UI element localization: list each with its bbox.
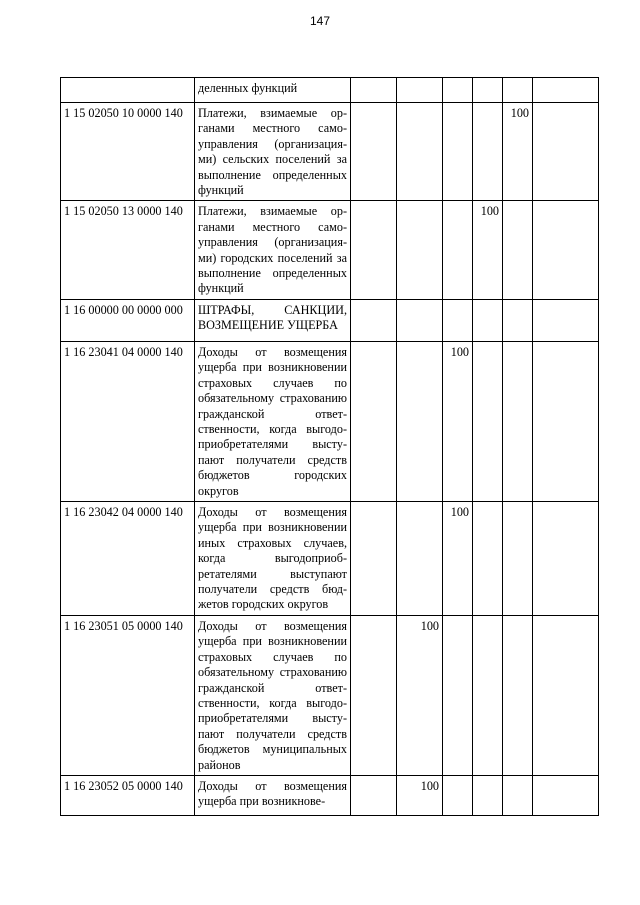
value-cell-5 xyxy=(503,299,533,341)
value-cell-4: 100 xyxy=(473,201,503,299)
revenue-name-cell: деленных функций xyxy=(195,78,351,103)
classification-code-cell: 1 16 00000 00 0000 000 xyxy=(61,299,195,341)
value-cell-4 xyxy=(473,78,503,103)
value-cell-2 xyxy=(397,341,443,501)
table-row xyxy=(61,201,599,299)
value-cell-6 xyxy=(533,501,599,615)
value-cell-3 xyxy=(443,103,473,201)
classification-code-cell: 1 15 02050 10 0000 140 xyxy=(61,103,195,201)
value-cell-3 xyxy=(443,615,473,775)
value-cell-5 xyxy=(503,501,533,615)
value-cell-2: 100 xyxy=(397,615,443,775)
value-cell-5: 100 xyxy=(503,103,533,201)
revenue-name-cell: Доходы от возмещения ущерба при возникновении страховых случаев по обязательному страхованию гражданской ответственности, когда выгодоприобретателями выступают получатели средств бюджетов муниципальных районов xyxy=(195,615,351,775)
revenue-name-cell: Доходы от возмещения ущерба при возникновении иных страховых случаев, когда выгодоприобретателями выступают получатели средств бюджетов городских округов xyxy=(195,501,351,615)
table-row xyxy=(61,299,599,341)
table-row xyxy=(61,501,599,615)
value-cell-2: 100 xyxy=(397,776,443,816)
value-cell-5 xyxy=(503,341,533,501)
value-cell-1 xyxy=(351,103,397,201)
classification-code-cell xyxy=(61,78,195,103)
table-row xyxy=(61,615,599,775)
value-cell-6 xyxy=(533,299,599,341)
value-cell-1 xyxy=(351,615,397,775)
value-cell-3: 100 xyxy=(443,341,473,501)
revenue-name-cell: Доходы от возмещения ущерба при возникнове- xyxy=(195,776,351,816)
value-cell-6 xyxy=(533,201,599,299)
value-cell-5 xyxy=(503,78,533,103)
value-cell-2 xyxy=(397,201,443,299)
value-cell-3: 100 xyxy=(443,501,473,615)
value-cell-5 xyxy=(503,776,533,816)
value-cell-1 xyxy=(351,341,397,501)
value-cell-2 xyxy=(397,103,443,201)
value-cell-1 xyxy=(351,78,397,103)
classification-code-cell: 1 16 23041 04 0000 140 xyxy=(61,341,195,501)
value-cell-6 xyxy=(533,776,599,816)
revenue-name-cell: Платежи, взимаемые органами местного самоуправления (организациями) сельских поселений за выполнение определенных функций xyxy=(195,103,351,201)
classification-code-cell: 1 16 23042 04 0000 140 xyxy=(61,501,195,615)
value-cell-3 xyxy=(443,201,473,299)
value-cell-4 xyxy=(473,615,503,775)
value-cell-3 xyxy=(443,776,473,816)
table-row xyxy=(61,78,599,103)
value-cell-1 xyxy=(351,501,397,615)
value-cell-5 xyxy=(503,201,533,299)
revenue-name-cell: Доходы от возмещения ущерба при возникновении страховых случаев по обязательному страхованию гражданской ответственности, когда выгодоприобретателями выступают получатели средств бюджетов городских округов xyxy=(195,341,351,501)
value-cell-2 xyxy=(397,501,443,615)
value-cell-4 xyxy=(473,103,503,201)
revenue-name-cell: ШТРАФЫ, САНКЦИИ, ВОЗМЕЩЕНИЕ УЩЕРБА xyxy=(195,299,351,341)
classification-code-cell: 1 15 02050 13 0000 140 xyxy=(61,201,195,299)
value-cell-5 xyxy=(503,615,533,775)
value-cell-2 xyxy=(397,78,443,103)
page-number: 147 xyxy=(309,14,331,28)
value-cell-1 xyxy=(351,201,397,299)
value-cell-4 xyxy=(473,299,503,341)
value-cell-1 xyxy=(351,299,397,341)
value-cell-4 xyxy=(473,501,503,615)
classification-code-cell: 1 16 23051 05 0000 140 xyxy=(61,615,195,775)
table-row xyxy=(61,341,599,501)
classification-code-cell: 1 16 23052 05 0000 140 xyxy=(61,776,195,816)
budget-classification-table xyxy=(60,77,599,816)
value-cell-6 xyxy=(533,615,599,775)
value-cell-4 xyxy=(473,341,503,501)
value-cell-6 xyxy=(533,103,599,201)
value-cell-1 xyxy=(351,776,397,816)
value-cell-3 xyxy=(443,299,473,341)
value-cell-2 xyxy=(397,299,443,341)
table-row xyxy=(61,776,599,816)
value-cell-3 xyxy=(443,78,473,103)
value-cell-6 xyxy=(533,341,599,501)
table-row xyxy=(61,103,599,201)
value-cell-6 xyxy=(533,78,599,103)
value-cell-4 xyxy=(473,776,503,816)
revenue-name-cell: Платежи, взимаемые органами местного самоуправления (организациями) городских поселений за выполнение определенных функций xyxy=(195,201,351,299)
